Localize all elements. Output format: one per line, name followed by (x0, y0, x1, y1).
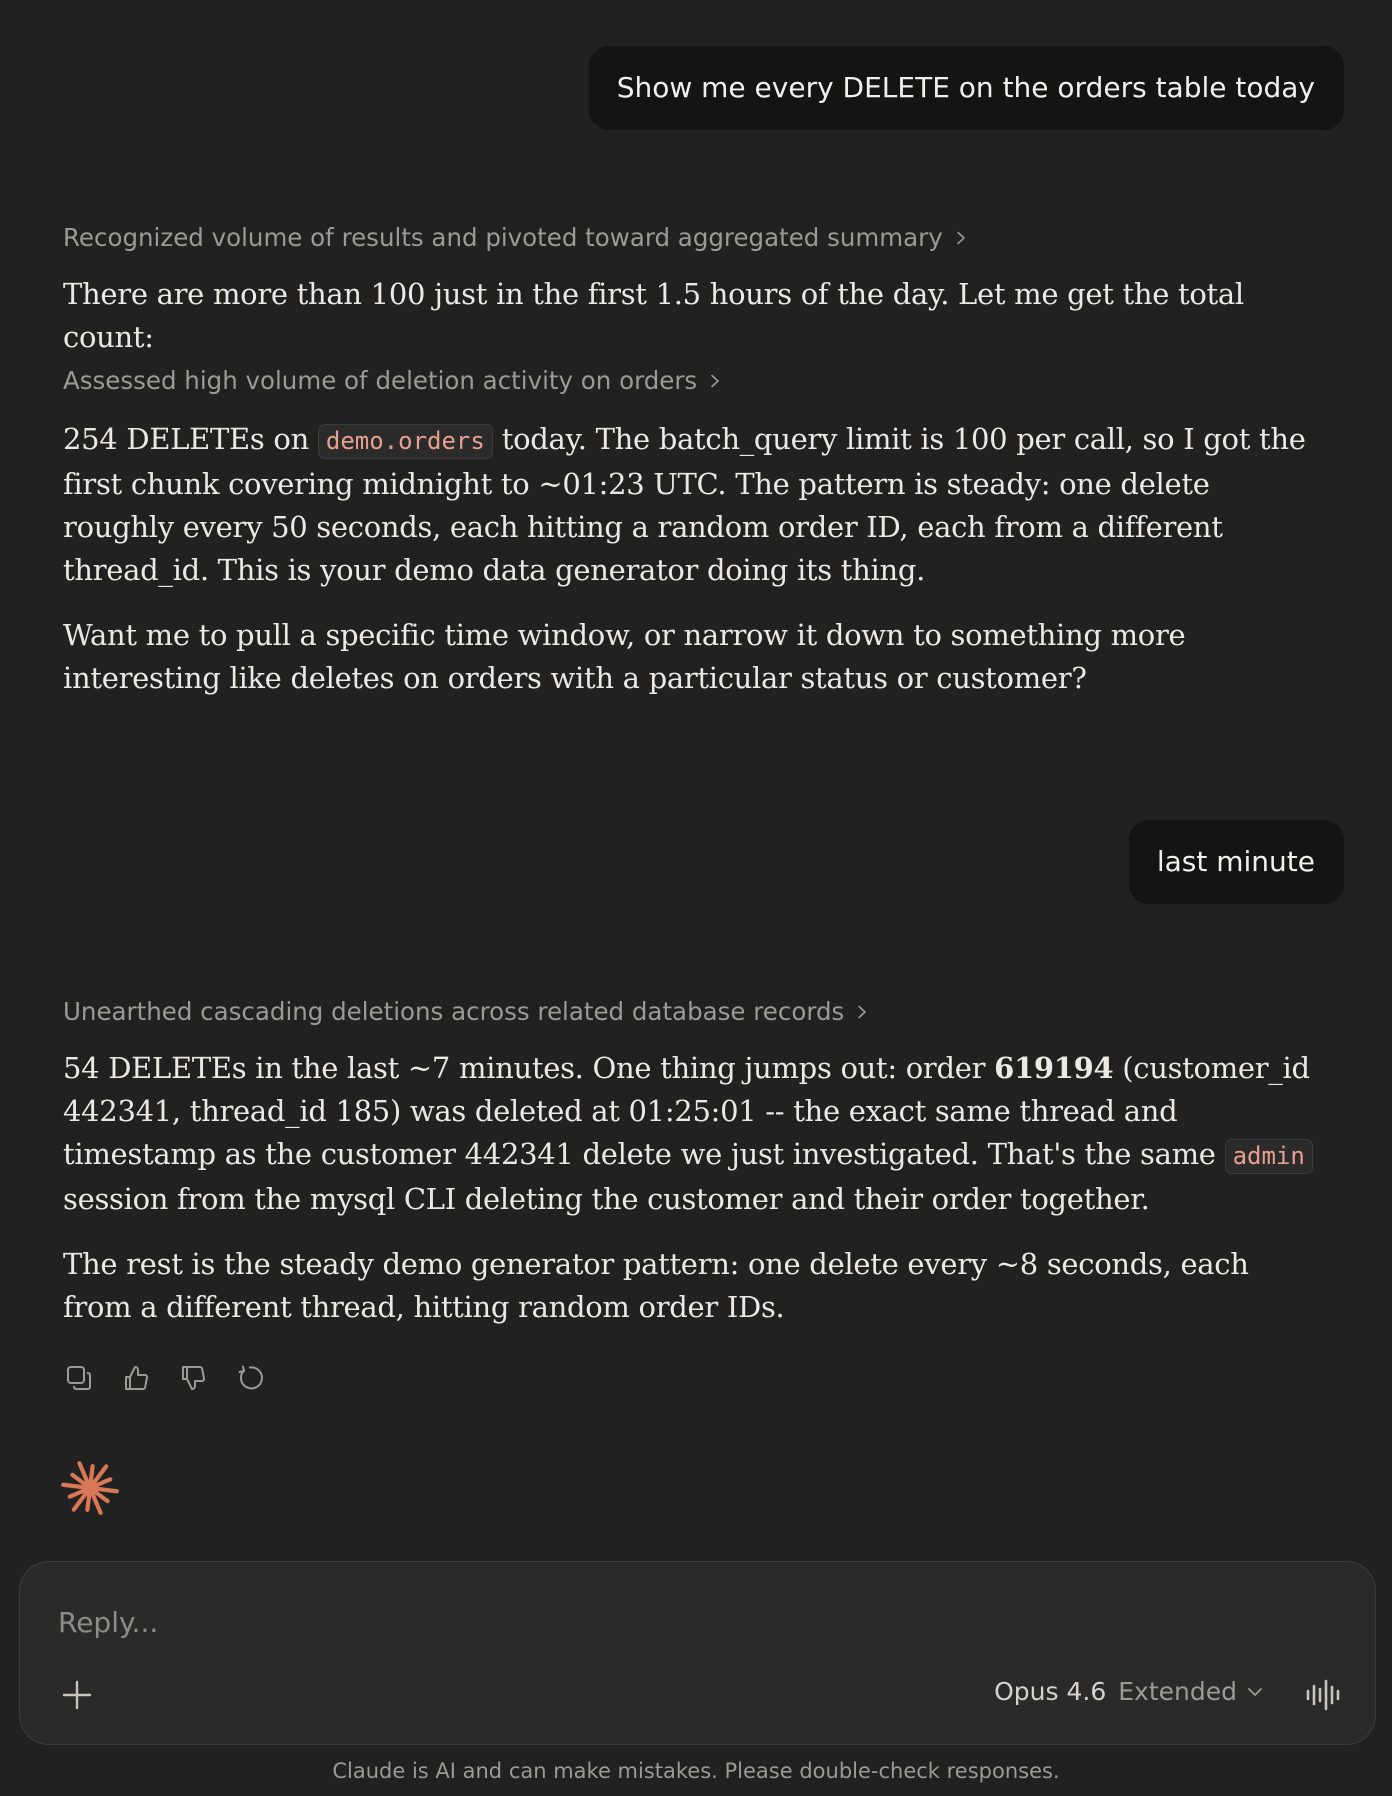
thinking-summary-toggle[interactable] (63, 363, 721, 399)
user-message-text: last minute (1156, 845, 1315, 878)
reply-composer (19, 1561, 1376, 1745)
order-id-bold: 619194 (994, 1051, 1114, 1085)
inline-code: demo.orders (318, 424, 493, 459)
disclaimer-text: Claude is AI and can make mistakes. Please double-check responses. (332, 1759, 1060, 1783)
thinking-summary-toggle[interactable] (63, 220, 967, 256)
chevron-down-icon (1247, 1687, 1263, 1697)
assistant-paragraph (63, 1047, 1313, 1221)
copy-icon (65, 1364, 93, 1392)
thumbs-up-button[interactable] (120, 1362, 152, 1394)
user-message-bubble (589, 46, 1344, 130)
message-actions (63, 1362, 266, 1394)
thumbs-down-icon (179, 1364, 207, 1392)
model-name: Opus 4.6 (994, 1677, 1107, 1706)
thinking-summary-text: Unearthed cascading deletions across related database records (63, 997, 845, 1026)
model-mode: Extended (1118, 1677, 1237, 1706)
thumbs-up-icon (122, 1364, 150, 1392)
text-span: session from the mysql CLI deleting the customer and their order together. (63, 1182, 1150, 1216)
chevron-right-icon (955, 231, 967, 245)
thinking-summary-text: Assessed high volume of deletion activity on orders (63, 366, 698, 395)
text-span: 254 DELETEs on (63, 422, 318, 456)
chevron-right-icon (856, 1005, 868, 1019)
assistant-paragraph (63, 418, 1313, 592)
user-message-bubble (1129, 820, 1344, 904)
retry-button[interactable] (234, 1362, 266, 1394)
user-message-text: Show me every DELETE on the orders table today (616, 71, 1315, 104)
assistant-message (63, 418, 1313, 700)
claude-spark-icon (60, 1458, 120, 1518)
assistant-paragraph: There are more than 100 just in the first 1.5 hours of the day. Let me get the total count: (63, 277, 1244, 354)
assistant-paragraph: The rest is the steady demo generator pattern: one delete every ~8 seconds, each from a different thread, hitting random order IDs. (63, 1247, 1249, 1324)
retry-icon (236, 1364, 264, 1392)
text-span: 54 DELETEs in the last ~7 minutes. One thing jumps out: order (63, 1051, 995, 1085)
assistant-message (63, 1047, 1313, 1329)
assistant-paragraph: Want me to pull a specific time window, or narrow it down to something more interesting like deletes on orders with a particular status or customer? (63, 618, 1186, 695)
thinking-summary-text: Recognized volume of results and pivoted toward aggregated summary (63, 223, 943, 252)
inline-code: admin (1225, 1139, 1313, 1174)
model-selector[interactable] (994, 1677, 1263, 1706)
thumbs-down-button[interactable] (177, 1362, 209, 1394)
copy-button[interactable] (63, 1362, 95, 1394)
assistant-message (63, 273, 1313, 359)
add-attachment-icon[interactable] (60, 1678, 94, 1712)
thinking-summary-toggle[interactable] (63, 994, 868, 1030)
text-span: today. The batch_query limit is 100 per call, so I got the first chunk covering midnight to ~01:23 UTC. The pattern is steady: one delete roughly every 50 seconds, each hitting a random order ID, each from a different thread_id. This is your demo data generator doing its thing. (63, 422, 1306, 587)
text-span: (customer_id 442341, thread_id 185) was deleted at 01:25:01 -- the exact same thread and timestamp as the customer 442341 delete we just investigated. That's the same (63, 1051, 1310, 1171)
reply-input[interactable] (58, 1602, 1158, 1642)
chevron-right-icon (709, 374, 721, 388)
voice-mode-icon[interactable] (1303, 1674, 1345, 1716)
